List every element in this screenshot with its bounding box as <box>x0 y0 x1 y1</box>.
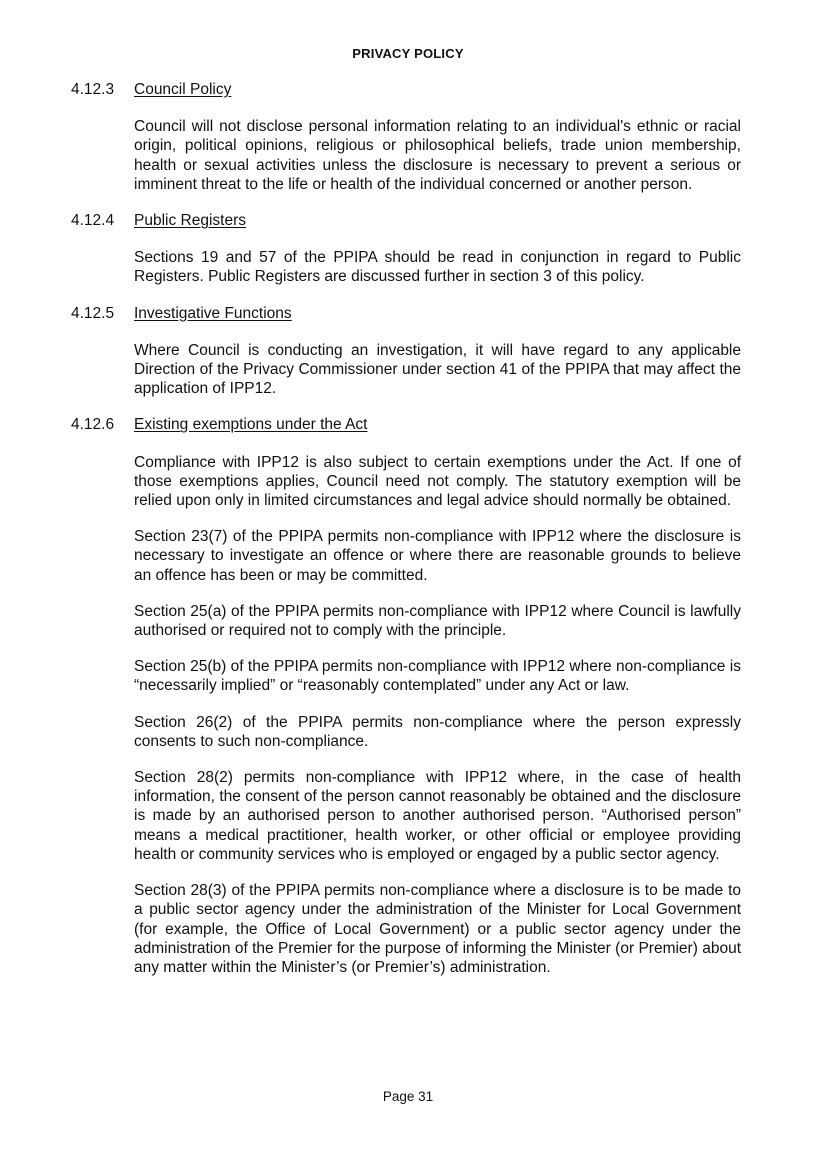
section-title: Investigative Functions <box>134 304 292 322</box>
page-number: Page 31 <box>382 1089 434 1104</box>
section-heading <box>71 304 741 323</box>
paragraph: Section 25(a) of the PPIPA permits non-compliance with IPP12 where Council is lawfully authorised or required not to comply with the principle. <box>134 602 741 640</box>
section-heading <box>71 211 741 230</box>
paragraph: Council will not disclose personal information relating to an individual's ethnic or racial origin, political opinions, religious or philosophical beliefs, trade union membership, health or sexual activities unless the disclosure is necessary to prevent a serious or imminent threat to the life or health of the individual concerned or another person. <box>134 118 741 193</box>
paragraph: Section 28(3) of the PPIPA permits non-compliance where a disclosure is to be made to a public sector agency under the administration of the Minister for Local Government (for example, the Office of Local Government) or a public sector agency under the administration of the Premier for the purpose of informing the Minister (or Premier) about any matter within the Minister’s (or Premier’s) administration. <box>134 882 741 976</box>
section-title: Council Policy <box>134 81 232 98</box>
section-heading <box>71 415 741 434</box>
section-council-policy <box>71 80 741 194</box>
paragraph: Section 23(7) of the PPIPA permits non-compliance with IPP12 where the disclosure is necessary to investigate an offence or where there are reasonable grounds to believe an offence has been or may be committed. <box>134 528 741 584</box>
page-header-title: PRIVACY POLICY <box>352 46 464 61</box>
section-number: 4.12.5 <box>71 304 115 322</box>
paragraph: Section 25(b) of the PPIPA permits non-compliance with IPP12 where non-compliance is “necessarily implied” or “reasonably contemplated” under any Act or law. <box>134 658 741 695</box>
section-public-registers <box>71 211 741 287</box>
section-existing-exemptions <box>71 415 741 977</box>
section-number: 4.12.4 <box>71 212 115 230</box>
section-number: 4.12.6 <box>71 416 115 434</box>
paragraph: Compliance with IPP12 is also subject to certain exemptions under the Act. If one of those exemptions applies, Council need not comply. The statutory exemption will be relied upon only in limited circumstances and legal advice should normally be obtained. <box>134 453 741 510</box>
section-number: 4.12.3 <box>71 81 115 98</box>
paragraph: Sections 19 and 57 of the PPIPA should be read in conjunction in regard to Public Registers. Public Registers are discussed further in section 3 of this policy. <box>134 249 741 286</box>
section-title: Public Registers <box>134 212 246 230</box>
paragraph: Where Council is conducting an investigation, it will have regard to any applicable Direction of the Privacy Commissioner under section 41 of the PPIPA that may affect the application of IPP12. <box>134 341 741 398</box>
section-title: Existing exemptions under the Act <box>134 416 368 434</box>
document-body <box>71 80 741 993</box>
section-investigative-functions <box>71 304 741 399</box>
paragraph: Section 26(2) of the PPIPA permits non-compliance where the person expressly consents to such non-compliance. <box>134 713 741 750</box>
paragraph: Section 28(2) permits non-compliance with IPP12 where, in the case of health information, the consent of the person cannot reasonably be obtained and the disclosure is made by an authorised person to another authorised person. “Authorised person” means a medical practitioner, health worker, or other official or employee providing health or community services who is employed or engaged by a public sector agency. <box>134 769 741 863</box>
section-heading <box>71 80 741 99</box>
